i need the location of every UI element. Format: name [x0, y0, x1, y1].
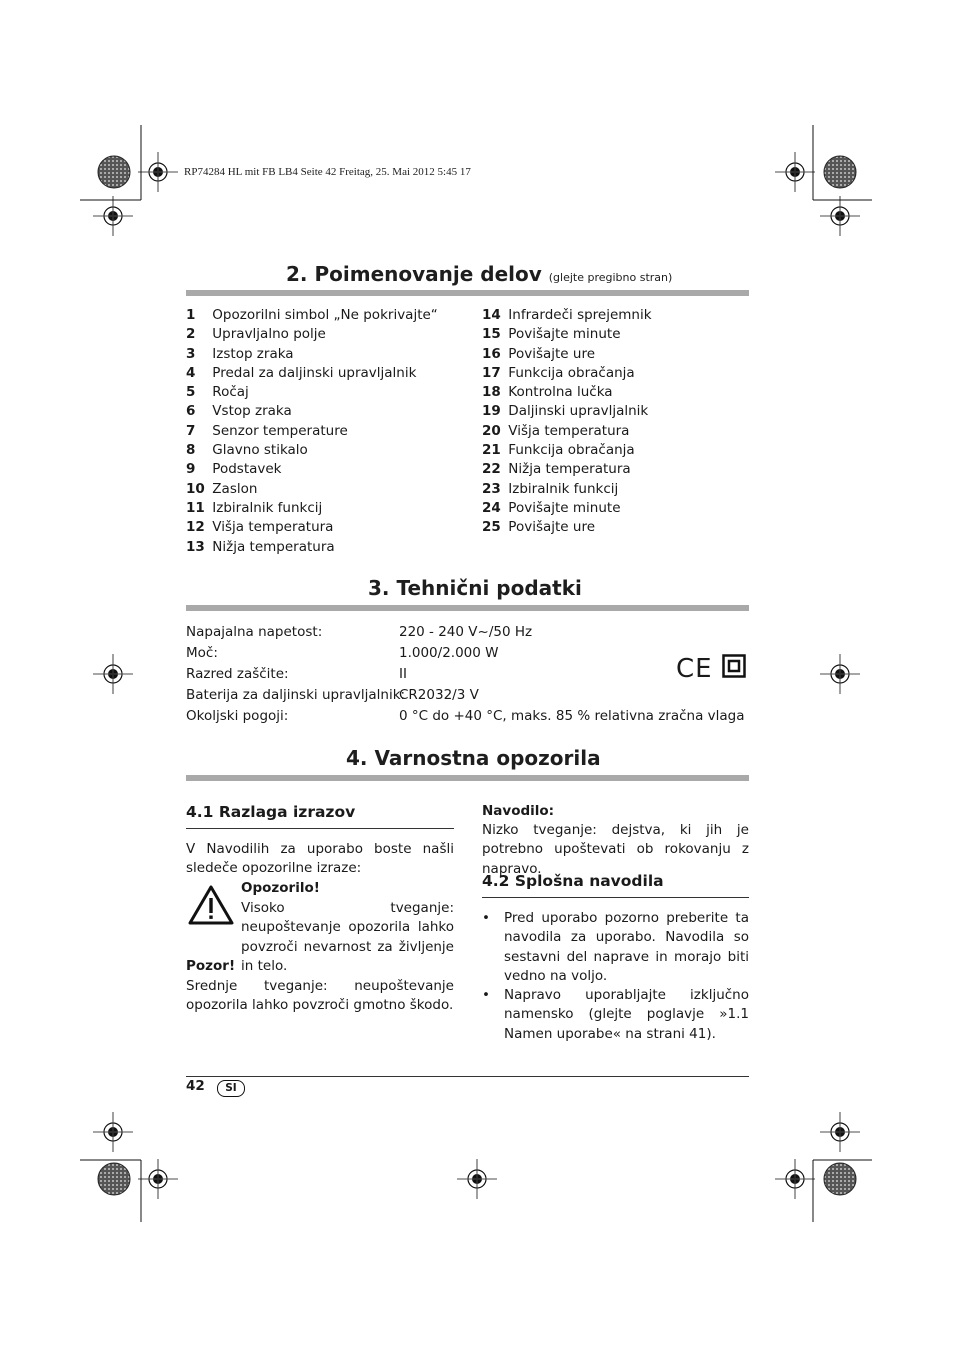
- warning-text: Visoko tveganje: neupoštevanje opozorila lahko povzroči nevarnost za življenje in telo.: [241, 900, 454, 974]
- page-number: 42: [186, 1078, 205, 1094]
- list-item: 10 Zaslon: [186, 480, 258, 497]
- subsection-underline: [482, 897, 749, 898]
- subsection-underline: [186, 828, 454, 829]
- warning-title: Opozorilo!: [241, 880, 320, 896]
- list-item: 21 Funkcija obračanja: [482, 442, 635, 459]
- list-item: 2 Upravljalno polje: [186, 326, 326, 343]
- list-item: 11 Izbiralnik funkcij: [186, 499, 323, 516]
- list-item: 23 Izbiralnik funkcij: [482, 480, 619, 497]
- section-divider: [186, 775, 749, 781]
- list-item: 18 Kontrolna lučka: [482, 384, 613, 401]
- bullet-list: [482, 909, 749, 1044]
- section-3-title: 3. Tehnični podatki: [368, 576, 582, 600]
- tech-value: 220 - 240 V~/50 Hz: [399, 624, 533, 640]
- tech-value: II: [399, 666, 407, 682]
- parts-list-left: [186, 306, 438, 557]
- caution-title: Pozor!: [186, 958, 236, 974]
- list-item: 4 Predal za daljinski upravljalnik: [186, 364, 417, 381]
- list-item: 17 Funkcija obračanja: [482, 364, 635, 381]
- bullet-icon: •: [482, 910, 490, 926]
- intro-text: V Navodilih za uporabo boste našli sledeče opozorilne izraze:: [186, 841, 454, 877]
- section-2-title: 2. Poimenovanje delov: [286, 262, 542, 286]
- section-divider: [186, 605, 749, 611]
- list-item: 16 Povišajte ure: [482, 345, 596, 362]
- section-4-title: 4. Varnostna opozorila: [346, 746, 601, 770]
- list-item: • Napravo uporabljajte izključno namensko (glejte poglavje »1.1 Namen uporabe« na strani 41).: [482, 986, 749, 1044]
- list-item: 13 Nižja temperatura: [186, 538, 335, 555]
- subsection-4-2-title: 4.2 Splošna navodila: [482, 872, 664, 890]
- subsection-4-1-title: 4.1 Razlaga izrazov: [186, 803, 356, 821]
- caution-text: Srednje tveganje: neupoštevanje opozorila lahko povzroči gmotno škodo.: [186, 978, 454, 1014]
- tech-labels: [186, 622, 405, 727]
- footer-rule: [186, 1076, 749, 1077]
- tech-value: 0 °C do +40 °C, maks. 85 % relativna zračna vlaga: [399, 708, 745, 724]
- parts-list-right: [482, 306, 652, 538]
- tech-value: CR2032/3 V: [399, 687, 479, 703]
- list-item: 25 Povišajte ure: [482, 519, 596, 536]
- section-2-heading: [286, 262, 672, 286]
- list-item: 1 Opozorilni simbol „Ne pokrivajte“: [186, 307, 438, 323]
- list-item: 22 Nižja temperatura: [482, 461, 631, 478]
- tech-value: 1.000/2.000 W: [399, 645, 499, 661]
- warning-triangle-icon: [188, 884, 234, 926]
- list-item: 12 Višja temperatura: [186, 519, 334, 536]
- section-divider: [186, 290, 749, 296]
- tech-label: Baterija za daljinski upravljalnik:: [186, 687, 406, 703]
- tech-label: Okoljski pogoji:: [186, 708, 289, 724]
- tech-label: Razred zaščite:: [186, 666, 289, 682]
- tech-label: Moč:: [186, 645, 218, 661]
- list-item: 5 Ročaj: [186, 384, 249, 401]
- list-item: 3 Izstop zraka: [186, 345, 294, 362]
- list-item: 19 Daljinski upravljalnik: [482, 403, 649, 420]
- list-item: 7 Senzor temperature: [186, 422, 348, 439]
- note-title: Navodilo:: [482, 803, 555, 819]
- list-item: 9 Podstavek: [186, 461, 282, 478]
- print-header: RP74284 HL mit FB LB4 Seite 42 Freitag, 25. Mai 2012 5:45 17: [184, 166, 471, 178]
- note-text: Nizko tveganje: dejstva, ki jih je potrebno upoštevati ob rokovanju z napravo.: [482, 822, 749, 877]
- protection-class-ii-icon: [722, 654, 746, 678]
- list-item: 20 Višja temperatura: [482, 422, 630, 439]
- list-item: • Pred uporabo pozorno preberite ta navodila za uporabo. Navodila so sestavni del naprave in morajo biti vedno na voljo.: [482, 909, 749, 986]
- list-item: 6 Vstop zraka: [186, 403, 292, 420]
- ce-mark-icon: CE: [676, 654, 713, 684]
- list-item: 15 Povišajte minute: [482, 326, 621, 343]
- list-item: 14 Infrardeči sprejemnik: [482, 307, 652, 323]
- language-badge: SI: [217, 1080, 245, 1097]
- list-item: 8 Glavno stikalo: [186, 442, 308, 459]
- tech-label: Napajalna napetost:: [186, 624, 323, 640]
- bullet-icon: •: [482, 987, 490, 1004]
- section-2-subtitle: (glejte pregibno stran): [548, 271, 673, 284]
- list-item: 24 Povišajte minute: [482, 499, 621, 516]
